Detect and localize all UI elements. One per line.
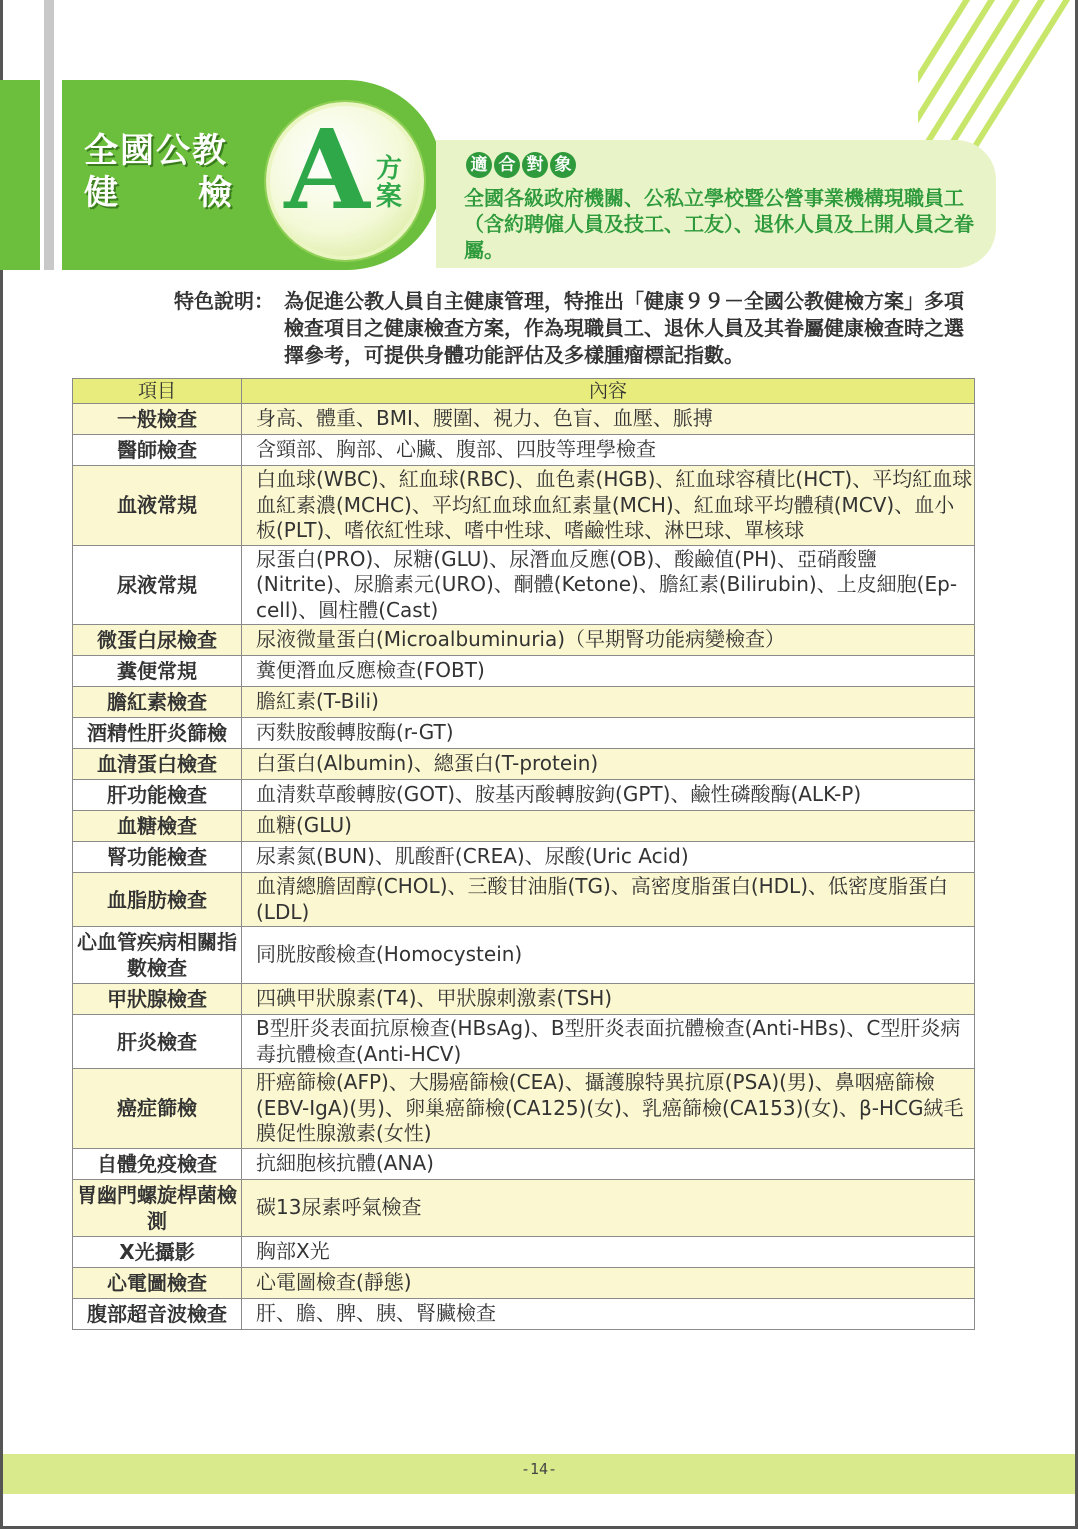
- exam-item-name: 心電圖檢查: [73, 1267, 242, 1298]
- decorative-diagonal-stripes: [918, 0, 1078, 160]
- title-line-1: 全國公教: [84, 131, 228, 171]
- table-row: [73, 780, 975, 811]
- badge-char: 合: [494, 152, 520, 178]
- table-row: [73, 1069, 975, 1149]
- table-row: [73, 625, 975, 656]
- exam-item-name: 糞便常規: [73, 656, 242, 687]
- column-header-item: 項目: [73, 379, 242, 404]
- table-row: [73, 1267, 975, 1298]
- target-audience-text: 全國各級政府機關、公私立學校暨公營事業機構現職員工（含約聘僱人員及技工、工友）、退休人員及上開人員之眷屬。: [464, 186, 974, 262]
- exam-item-content: 身高、體重、BMI、腰圍、視力、色盲、血壓、脈搏: [242, 404, 975, 435]
- title-char-jian: 健: [84, 173, 120, 213]
- exam-item-name: 肝功能檢查: [73, 780, 242, 811]
- exam-item-name: 膽紅素檢查: [73, 687, 242, 718]
- exam-item-name: 癌症篩檢: [73, 1069, 242, 1149]
- table-row: [73, 842, 975, 873]
- exam-item-content: 白蛋白(Albumin)、總蛋白(T-protein): [242, 749, 975, 780]
- exam-item-content: 膽紅素(T-Bili): [242, 687, 975, 718]
- exam-item-content: 丙麩胺酸轉胺酶(r-GT): [242, 718, 975, 749]
- exam-item-content: 尿蛋白(PRO)、尿糖(GLU)、尿潛血反應(OB)、酸鹼值(PH)、亞硝酸鹽(Nitrite)、尿膽素元(URO)、酮體(Ketone)、膽紅素(Bilirubin)、上皮細胞(Ep-cell)、圓柱體(Cast): [242, 545, 975, 625]
- exam-item-content: 碳13尿素呼氣檢查: [242, 1179, 975, 1236]
- table-row: [73, 656, 975, 687]
- table-row: [73, 984, 975, 1015]
- exam-item-content: 血清總膽固醇(CHOL)、三酸甘油脂(TG)、高密度脂蛋白(HDL)、低密度脂蛋白(LDL): [242, 873, 975, 927]
- table-row: [73, 545, 975, 625]
- exam-item-name: 尿液常規: [73, 545, 242, 625]
- table-row: [73, 687, 975, 718]
- exam-item-name: 胃幽門螺旋桿菌檢測: [73, 1179, 242, 1236]
- table-row: [73, 718, 975, 749]
- exam-items-table: [72, 378, 975, 1330]
- plan-word-1: 方: [376, 154, 403, 184]
- exam-item-content: 含頸部、胸部、心臟、腹部、四肢等理學檢查: [242, 435, 975, 466]
- exam-item-name: X光攝影: [73, 1236, 242, 1267]
- table-row: [73, 1179, 975, 1236]
- table-row: [73, 927, 975, 984]
- exam-item-name: 心血管疾病相關指數檢查: [73, 927, 242, 984]
- plan-letter: A: [284, 105, 370, 234]
- table-row: [73, 873, 975, 927]
- table-row: [73, 1298, 975, 1329]
- exam-item-name: 酒精性肝炎篩檢: [73, 718, 242, 749]
- exam-item-content: 四碘甲狀腺素(T4)、甲狀腺刺激素(TSH): [242, 984, 975, 1015]
- plan-word-2: 案: [376, 182, 403, 212]
- page-number: -14-: [520, 1460, 558, 1478]
- table-row: [73, 435, 975, 466]
- exam-item-content: 糞便潛血反應檢查(FOBT): [242, 656, 975, 687]
- badge-char: 適: [466, 152, 492, 178]
- feature-text: 為促進公教人員自主健康管理，特推出「健康９９－全國公教健檢方案」多項檢查項目之健康檢查方案，作為現職員工、退休人員及其眷屬健康檢查時之選擇參考，可提供身體功能評估及多樣腫瘤標記指數。: [284, 289, 964, 367]
- title-char-jian2: 檢: [198, 173, 234, 213]
- table-row: [73, 466, 975, 546]
- decorative-green-bar: [0, 80, 40, 270]
- exam-item-name: 血糖檢查: [73, 811, 242, 842]
- table-row: [73, 1148, 975, 1179]
- exam-item-content: 同胱胺酸檢查(Homocystein): [242, 927, 975, 984]
- table-row: [73, 749, 975, 780]
- plan-word: [376, 155, 402, 211]
- feature-label: 特色說明：: [174, 289, 274, 313]
- exam-item-name: 肝炎檢查: [73, 1015, 242, 1069]
- badge-char: 對: [522, 152, 548, 178]
- badge-char: 象: [550, 152, 576, 178]
- target-audience-badges: [466, 152, 576, 178]
- table-row: [73, 1236, 975, 1267]
- exam-item-content: 白血球(WBC)、紅血球(RBC)、血色素(HGB)、紅血球容積比(HCT)、平均紅血球血紅素濃(MCHC)、平均紅血球血紅素量(MCH)、紅血球平均體積(MCV)、血小板(PLT)、嗜依紅性球、嗜中性球、嗜鹼性球、淋巴球、單核球: [242, 466, 975, 546]
- exam-item-content: 肝、膽、脾、胰、腎臟檢查: [242, 1298, 975, 1329]
- exam-item-content: 抗細胞核抗體(ANA): [242, 1148, 975, 1179]
- exam-item-content: 血糖(GLU): [242, 811, 975, 842]
- exam-item-name: 腹部超音波檢查: [73, 1298, 242, 1329]
- exam-item-name: 血液常規: [73, 466, 242, 546]
- table-row: [73, 404, 975, 435]
- exam-item-content: 胸部X光: [242, 1236, 975, 1267]
- exam-item-content: 尿素氮(BUN)、肌酸酐(CREA)、尿酸(Uric Acid): [242, 842, 975, 873]
- exam-item-name: 甲狀腺檢查: [73, 984, 242, 1015]
- exam-item-name: 微蛋白尿檢查: [73, 625, 242, 656]
- table-row: [73, 811, 975, 842]
- exam-item-content: B型肝炎表面抗原檢查(HBsAg)、B型肝炎表面抗體檢查(Anti-HBs)、C型肝炎病毒抗體檢查(Anti-HCV): [242, 1015, 975, 1069]
- exam-item-content: 心電圖檢查(靜態): [242, 1267, 975, 1298]
- exam-item-name: 醫師檢查: [73, 435, 242, 466]
- exam-item-name: 腎功能檢查: [73, 842, 242, 873]
- exam-item-content: 血清麩草酸轉胺(GOT)、胺基丙酸轉胺鉤(GPT)、鹼性磷酸酶(ALK-P): [242, 780, 975, 811]
- page-title: [84, 130, 234, 214]
- exam-item-name: 血清蛋白檢查: [73, 749, 242, 780]
- exam-item-name: 血脂肪檢查: [73, 873, 242, 927]
- exam-item-name: 自體免疫檢查: [73, 1148, 242, 1179]
- exam-item-content: 尿液微量蛋白(Microalbuminuria)（早期腎功能病變檢查）: [242, 625, 975, 656]
- title-line-2: [84, 172, 234, 214]
- exam-item-content: 肝癌篩檢(AFP)、大腸癌篩檢(CEA)、攝護腺特異抗原(PSA)(男)、鼻咽癌篩檢(EBV-IgA)(男)、卵巢癌篩檢(CA125)(女)、乳癌篩檢(CA153)(女)、β-HCG絨毛膜促性腺激素(女性): [242, 1069, 975, 1149]
- decorative-grey-bar: [44, 0, 54, 270]
- exam-item-name: 一般檢查: [73, 404, 242, 435]
- column-header-content: 內容: [242, 379, 975, 404]
- table-row: [73, 1015, 975, 1069]
